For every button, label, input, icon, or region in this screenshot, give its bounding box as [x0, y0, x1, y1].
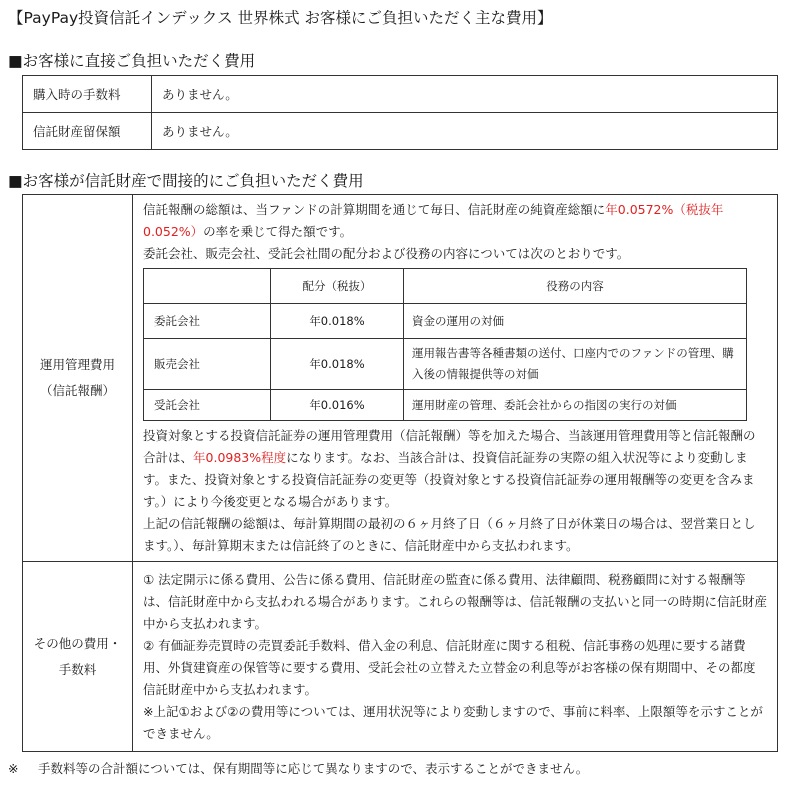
direct-cost-table	[22, 75, 778, 150]
party-name: 販売会社	[144, 339, 271, 390]
table-row	[144, 390, 747, 421]
other-fees-label	[23, 562, 133, 752]
trust-fee-text-end: の率を乗じて得た額です。	[203, 224, 353, 239]
other-fees-label-line1: その他の費用・	[33, 635, 122, 651]
party-service: 資金の運用の対価	[404, 304, 747, 339]
indirect-cost-table	[22, 194, 778, 752]
header-blank	[144, 269, 271, 304]
other-fees-label-line2: 手数料	[58, 661, 97, 677]
other-fees-note: ※上記①および②の費用等については、運用状況等により変動しますので、事前に料率、上限額等を示すことができません。	[143, 704, 763, 741]
indirect-cost-heading: ■お客様が信託財産で間接的にご負担いただく費用	[8, 172, 364, 190]
footnote-text: 手数料等の合計額については、保有期間等に応じて異なりますので、表示することができません。	[38, 761, 589, 776]
table-row	[23, 195, 778, 562]
management-fee-label-line1: 運用管理費用	[39, 357, 115, 372]
combined-fee-text: 投資対象とする投資信託証券の運用管理費用（信託報酬）等を加えた場合、当該運用管理費用等と信託報酬の合計は、	[143, 428, 756, 465]
footnote-mark: ※	[8, 761, 19, 776]
allocation-table	[143, 268, 747, 421]
header-service: 役務の内容	[404, 269, 747, 304]
table-row	[144, 304, 747, 339]
other-fees-item-2: ② 有価証券売買時の売買委託手数料、借入金の利息、信託財産に関する租税、信託事務の処理に要する諸費用、外貨建資産の保管等に要する費用、受託会社の立替えた立替金の利息等がお客様の保有期間中、その都度信託財産中から支払われます。	[143, 638, 756, 697]
party-service: 運用財産の管理、委託会社からの指図の実行の対価	[404, 390, 747, 421]
allocation-intro: 委託会社、販売会社、受託会社間の配分および役務の内容については次のとおりです。	[143, 246, 630, 261]
other-fees-body	[133, 562, 778, 752]
purchase-fee-label: 購入時の手数料	[23, 76, 152, 113]
purchase-fee-value: ありません。	[152, 76, 778, 113]
table-header-row	[144, 269, 747, 304]
direct-cost-heading: ■お客様に直接ご負担いただく費用	[8, 52, 256, 70]
party-service: 運用報告書等各種書類の送付、口座内でのファンドの管理、購入後の情報提供等の対価	[404, 339, 747, 390]
retention-fee-label: 信託財産留保額	[23, 113, 152, 150]
party-rate: 年0.018%	[271, 304, 404, 339]
party-name: 委託会社	[144, 304, 271, 339]
combined-fee-paragraph	[143, 425, 767, 513]
payment-timing-paragraph: 上記の信託報酬の総額は、毎計算期間の最初の６ヶ月終了日（６ヶ月終了日が休業日の場合は、翌営業日とします。）、毎計算期末または信託終了のときに、信託財産中から支払われます。	[143, 516, 756, 553]
table-row	[23, 76, 778, 113]
table-row	[23, 113, 778, 150]
header-allocation: 配分（税抜）	[271, 269, 404, 304]
retention-fee-value: ありません。	[152, 113, 778, 150]
combined-fee-text-end: になります。なお、当該合計は、投資信託証券の実際の組入状況等により変動します。また、投資対象とする投資信託証券の変更等（投資対象とする投資信託証券の運用報酬等の変更を含みます。）により今後変更となる場合があります。	[143, 450, 755, 509]
party-name: 受託会社	[144, 390, 271, 421]
management-fee-label	[23, 195, 133, 562]
combined-fee-rate: 年0.0983%程度	[193, 450, 287, 465]
table-row	[144, 339, 747, 390]
trust-fee-rate: 年0.0572%（税抜年0.052%）	[143, 202, 724, 239]
management-fee-body	[133, 195, 778, 562]
trust-fee-text: 信託報酬の総額は、当ファンドの計算期間を通じて毎日、信託財産の純資産総額に	[143, 202, 606, 217]
page-title: 【PayPay投資信託インデックス 世界株式 お客様にご負担いただく主な費用】	[8, 9, 553, 27]
party-rate: 年0.016%	[271, 390, 404, 421]
trust-fee-total-paragraph	[143, 199, 767, 243]
party-rate: 年0.018%	[271, 339, 404, 390]
table-row	[23, 562, 778, 752]
management-fee-label-line2: （信託報酬）	[39, 383, 115, 398]
other-fees-item-1: ① 法定開示に係る費用、公告に係る費用、信託財産の監査に係る費用、法律顧問、税務顧問に対する報酬等は、信託財産中から支払われる場合があります。これらの報酬等は、信託報酬の支払いと同一の時期に信託財産中から支払われます。	[143, 572, 768, 631]
footnote	[8, 758, 588, 780]
